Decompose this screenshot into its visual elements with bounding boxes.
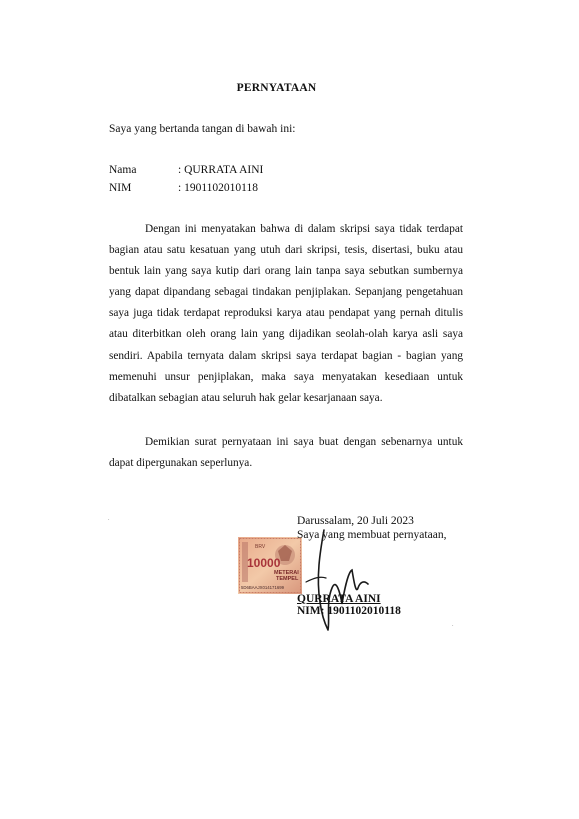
nim-value: : 1901102010118 (178, 182, 258, 194)
stamp-value: 10000 (247, 556, 281, 570)
closing-paragraph: Demikian surat pernyataan ini saya buat dengan sebenarnya untuk dapat dipergunakan seperlunya. (109, 436, 463, 470)
margin-dot: . (452, 622, 454, 628)
name-label: Nama (109, 164, 137, 176)
statement-paragraph: Dengan ini menyatakan bahwa di dalam skripsi saya tidak terdapat bagian atau satu kesatuan yang utuh dari skripsi, tesis, disertasi, buku atau bentuk lain yang saya kutip dari orang lain tanpa saya sebutkan sumbernya yang dapat dipandang sebagai tindakan penjiplakan. Sepanjang pengetahuan saya juga tidak terdapat reproduksi karya atau pendapat yang pernah ditulis atau diterbitkan oleh orang lain yang dijadikan seolah-olah karya asli saya sendiri. Apabila ternyata dalam skripsi saya terdapat bagian - bagian yang memenuhi unsur penjiplakan, maka saya menyatakan kesediaan untuk dibatalkan sebagian atau seluruh hak gelar kesarjanaan saya. (109, 223, 463, 404)
stamp-serial: 5D6BAAJX014171699 (241, 585, 285, 590)
place-date: Darussalam, 20 Juli 2023 (297, 515, 414, 527)
intro-text: Saya yang bertanda tangan di bawah ini: (109, 123, 296, 135)
margin-dot: . (108, 516, 110, 522)
document-title: PERNYATAAN (236, 82, 317, 94)
closing-line: Saya yang membuat pernyataan, (297, 529, 447, 541)
name-value: : QURRATA AINI (178, 164, 264, 176)
nim-label: NIM (109, 182, 132, 194)
svg-text:BRV: BRV (255, 544, 266, 550)
stamp-label-2: TEMPEL (276, 576, 299, 582)
meterai-stamp (238, 537, 302, 594)
signer-nim: NIM: 1901102010118 (297, 605, 401, 617)
stamp-label-1: METERAI (274, 570, 299, 576)
signer-name: QURRATA AINI (297, 593, 381, 605)
